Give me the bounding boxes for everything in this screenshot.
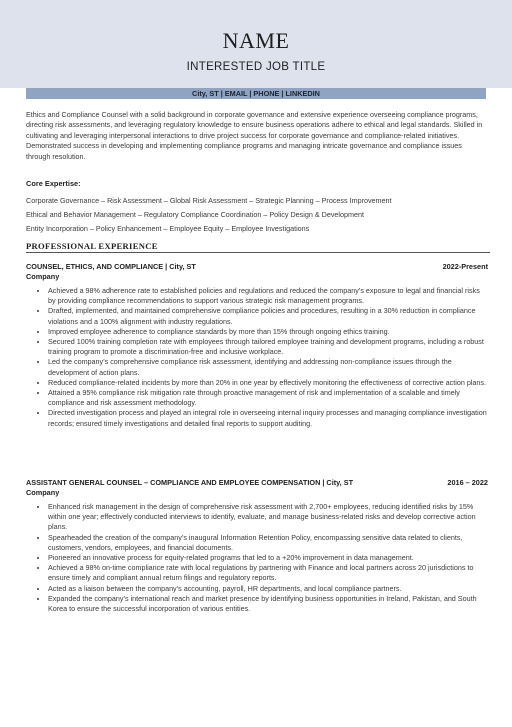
list-item: • Pioneered an innovative process for equity-related programs that led to a +20% improvement in data management. [48, 553, 488, 563]
list-item: • Improved employee adherence to compliance standards by more than 15% through ongoing ethics training. [48, 327, 488, 337]
list-item: • Enhanced risk management in the design of comprehensive risk assessment with 2,700+ employees, reducing identified risks by 15% within one year; effectively conducted interviews to identify, evaluate, and manage business-related risks and develop corrective action plans. [48, 502, 488, 533]
section-title-experience: PROFESSIONAL EXPERIENCE [26, 241, 490, 253]
job-dates: 2016 – 2022 [447, 478, 488, 487]
list-item: • Acted as a liaison between the company’s accounting, payroll, HR departments, and local compliance partners. [48, 584, 488, 594]
core-expertise-label: Core Expertise: [26, 179, 81, 188]
candidate-name: NAME [222, 28, 290, 53]
company-name: Company [26, 488, 60, 497]
core-expertise-line: Corporate Governance – Risk Assessment – Global Risk Assessment – Strategic Planning – Process Improvement [26, 196, 392, 205]
job-title-location: ASSISTANT GENERAL COUNSEL – COMPLIANCE AND EMPLOYEE COMPENSATION | City, ST [26, 478, 354, 487]
job-title: INTERESTED JOB TITLE [186, 61, 326, 73]
list-item: • Attained a 95% compliance risk mitigation rate through proactive management of risk and implementation of a scalable and timely compliance and risk assessment methodology. [48, 388, 488, 408]
list-item: • Secured 100% training completion rate with employees through tailored employee training and development programs, including a robust training program to promote a discrimination-free and inclusive workplace. [48, 337, 488, 357]
job-bullet-list [26, 502, 488, 614]
list-item: • Drafted, implemented, and maintained comprehensive compliance policies and procedures, resulting in a 30% reduction in compliance violations and a 100% alignment with industry regulations. [48, 306, 488, 326]
list-item: • Reduced compliance-related incidents by more than 20% in one year by effectively monitoring the effectiveness of corrective action plans. [48, 378, 488, 388]
list-item: • Spearheaded the creation of the company’s inaugural Information Retention Policy, encompassing sensitive data related to clients, customers, vendors, employees, and financial documents. [48, 533, 488, 553]
job-title-location: COUNSEL, ETHICS, AND COMPLIANCE | City, ST [26, 262, 196, 271]
job-heading [26, 262, 488, 271]
list-item: • Led the company’s comprehensive compliance risk assessment, identifying and addressing non-compliance issues through the development of action plans. [48, 357, 488, 377]
company-name: Company [26, 272, 60, 281]
list-item: • Achieved a 98% adherence rate to established policies and regulations and reduced the company’s exposure to legal and financial risks by providing compliance recommendations to support various strategic risk management programs. [48, 286, 488, 306]
contact-bar: City, ST | EMAIL | PHONE | LINKEDIN [26, 88, 486, 99]
list-item: • Directed investigation process and played an integral role in overseeing internal inquiry processes and managing compliance investigation records; ensured timely investigations and detailed final reports to support auditing. [48, 408, 488, 428]
job-heading [26, 478, 488, 487]
job-bullet-list [26, 286, 488, 429]
list-item: • Expanded the company’s international reach and market presence by identifying business opportunities in Ireland, Pakistan, and South Korea to ensure the successful incorporation of various entities. [48, 594, 488, 614]
professional-summary: Ethics and Compliance Counsel with a solid background in corporate governance and extensive experience overseeing compliance programs, directing risk assessments, and leveraging regulatory knowledge to ensure business operations adhere to ethical and legal standards. Skilled in cultivating and leveraging interpersonal interactions to drive project success for corporate governance and compliance-related initiatives. Demonstrated success in developing and implementing compliance programs and managing intricate governance and compliance issues through resolution. [26, 110, 483, 161]
core-expertise-line: Entity Incorporation – Policy Enhancement – Employee Equity – Employee Investigations [26, 224, 310, 233]
list-item: • Achieved a 98% on-time compliance rate with local regulations by partnering with Finance and local partners across 20 jurisdictions to ensure timely and compliant annual return filings and regulatory reports. [48, 563, 488, 583]
job-dates: 2022-Present [442, 262, 488, 271]
core-expertise-line: Ethical and Behavior Management – Regulatory Compliance Coordination – Policy Design & Development [26, 210, 364, 219]
